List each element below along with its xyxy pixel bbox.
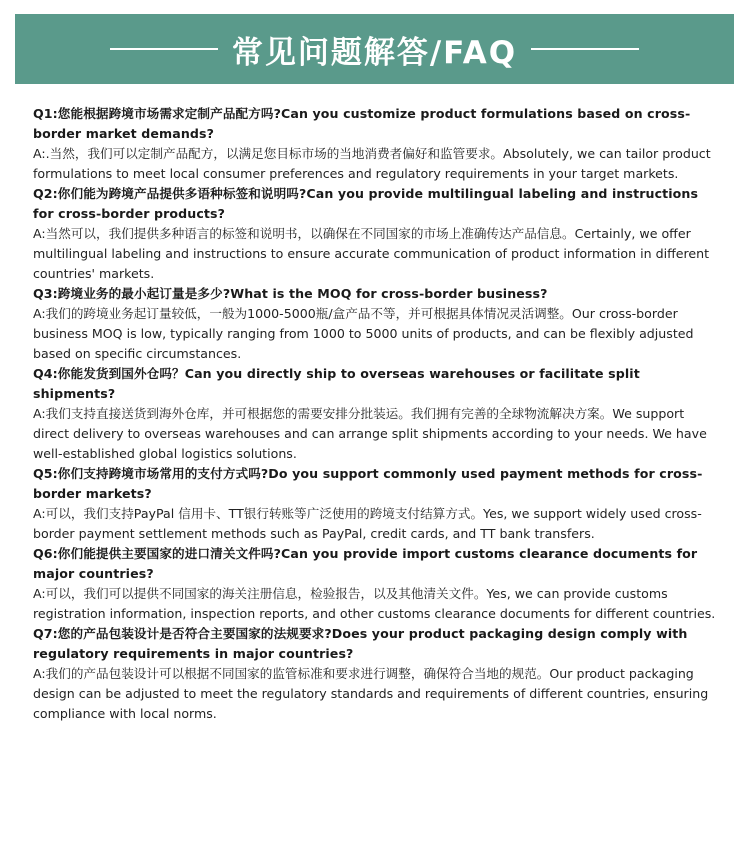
faq-question: Q7:您的产品包装设计是否符合主要国家的法规要求?Does your product packaging design comply with regulatory requirements in major countries? (33, 626, 688, 661)
faq-question: Q2:你们能为跨境产品提供多语种标签和说明吗?Can you provide multilingual labeling and instructions for cross-border products? (33, 186, 699, 221)
faq-answer: A:我们的跨境业务起订量较低，一般为1000-5000瓶/盒产品不等，并可根据具体情况灵活调整。Our cross-border business MOQ is low, typically ranging from 1000 to 5000 units of products, and can be flexibly adjusted based on specific circumstances. (33, 306, 694, 361)
faq-question: Q5:你们支持跨境市场常用的支付方式吗?Do you support commonly used payment methods for cross-border markets? (33, 466, 703, 501)
faq-item-2 (33, 184, 723, 284)
faq-item-1 (33, 104, 723, 184)
faq-question: Q1:您能根据跨境市场需求定制产品配方吗?Can you customize product formulations based on cross-border market demands? (33, 106, 691, 141)
page-title: 常见问题解答/FAQ (231, 34, 518, 71)
header-rule-right (531, 48, 639, 50)
faq-list (33, 104, 723, 724)
faq-item-4 (33, 364, 723, 464)
faq-answer: A:当然可以，我们提供多种语言的标签和说明书，以确保在不同国家的市场上准确传达产品信息。Certainly, we offer multilingual labeling and instructions to ensure accurate communication of product information in different countries' markets. (33, 226, 710, 281)
header-rule-left (110, 48, 218, 50)
faq-question: Q6:你们能提供主要国家的进口清关文件吗?Can you provide import customs clearance documents for major countries? (33, 546, 698, 581)
faq-item-6 (33, 544, 723, 624)
faq-question: Q4:你能发货到国外仓吗？Can you directly ship to overseas warehouses or facilitate split shipments? (33, 366, 640, 401)
faq-answer: A:可以，我们支持PayPal 信用卡、TT银行转账等广泛使用的跨境支付结算方式。Yes, we support widely used cross-border payment settlement methods such as PayPal, credit cards, and TT bank transfers. (33, 506, 702, 541)
faq-answer: A:我们支持直接送货到海外仓库，并可根据您的需要安排分批装运。我们拥有完善的全球物流解决方案。We support direct delivery to overseas warehouses and can arrange split shipments according to your needs. We have well-established global logistics solutions. (33, 406, 707, 461)
faq-item-7 (33, 624, 723, 724)
faq-answer: A:可以，我们可以提供不同国家的海关注册信息，检验报告，以及其他清关文件。Yes, we can provide customs registration information, inspection reports, and other customs clearance documents for different countries. (33, 586, 716, 621)
faq-item-5 (33, 464, 723, 544)
faq-answer: A:我们的产品包装设计可以根据不同国家的监管标准和要求进行调整，确保符合当地的规范。Our product packaging design can be adjusted to meet the regulatory standards and requirements of different countries, ensuring compliance with local norms. (33, 666, 709, 721)
faq-question: Q3:跨境业务的最小起订量是多少?What is the MOQ for cross-border business? (33, 286, 548, 301)
faq-item-3 (33, 284, 723, 364)
faq-header-banner (15, 14, 734, 84)
faq-answer: A:.当然，我们可以定制产品配方，以满足您目标市场的当地消费者偏好和监管要求。Absolutely, we can tailor product formulations to meet local consumer preferences and regulatory requirements in your target markets. (33, 146, 711, 181)
